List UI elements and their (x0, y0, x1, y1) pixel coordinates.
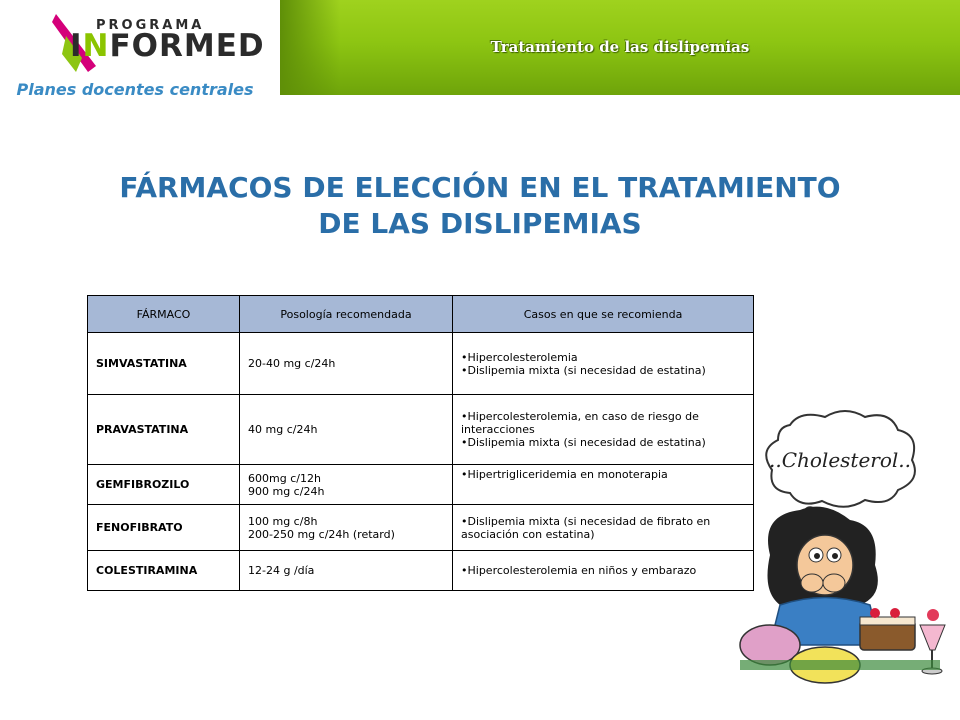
column-header-dose: Posología recomendada (240, 296, 453, 333)
tagline: Planes docentes centrales (16, 80, 254, 99)
drug-name: COLESTIRAMINA (88, 551, 240, 591)
worried-woman-with-desserts-icon (730, 405, 960, 705)
drug-dose: 40 mg c/24h (240, 395, 453, 465)
table-header-row (88, 296, 754, 333)
logo-small-text: PROGRAMA (96, 18, 205, 33)
page-title-line2: DE LAS DISLIPEMIAS (318, 207, 642, 240)
drug-cases: • Hipercolesterolemia en niños y embarazo (453, 551, 754, 591)
table-row (88, 505, 754, 551)
drug-dose: 600mg c/12h 900 mg c/24h (240, 465, 453, 505)
table-row (88, 395, 754, 465)
drug-name: GEMFIBROZILO (88, 465, 240, 505)
logo-big-text: INFORMED (70, 28, 265, 64)
column-header-drug: FÁRMACO (88, 296, 240, 333)
drug-cases: • Hipercolesterolemia • Dislipemia mixta (si necesidad de estatina) (453, 333, 754, 395)
drug-cases: • Hipercolesterolemia, en caso de riesgo de interacciones • Dislipemia mixta (si necesidad de estatina) (453, 395, 754, 465)
table-row (88, 333, 754, 395)
drug-dose: 100 mg c/8h 200-250 mg c/24h (retard) (240, 505, 453, 551)
drug-cases: • Hipertrigliceridemia en monoterapia (453, 465, 754, 505)
logo (0, 0, 280, 110)
drug-name: FENOFIBRATO (88, 505, 240, 551)
drug-dose: 12-24 g /día (240, 551, 453, 591)
header-title: Tratamiento de las dislipemias (490, 38, 750, 56)
table-row (88, 465, 754, 505)
drug-name: SIMVASTATINA (88, 333, 240, 395)
header-band (280, 0, 960, 95)
page-title (40, 170, 920, 242)
page-title-line1: FÁRMACOS DE ELECCIÓN EN EL TRATAMIENTO (119, 171, 841, 204)
bubble-text: ..Cholesterol.. (768, 448, 912, 472)
drug-name: PRAVASTATINA (88, 395, 240, 465)
table-row (88, 551, 754, 591)
column-header-cases: Casos en que se recomienda (453, 296, 754, 333)
drug-table (87, 295, 754, 591)
drug-dose: 20-40 mg c/24h (240, 333, 453, 395)
drug-cases: • Dislipemia mixta (si necesidad de fibrato en asociación con estatina) (453, 505, 754, 551)
